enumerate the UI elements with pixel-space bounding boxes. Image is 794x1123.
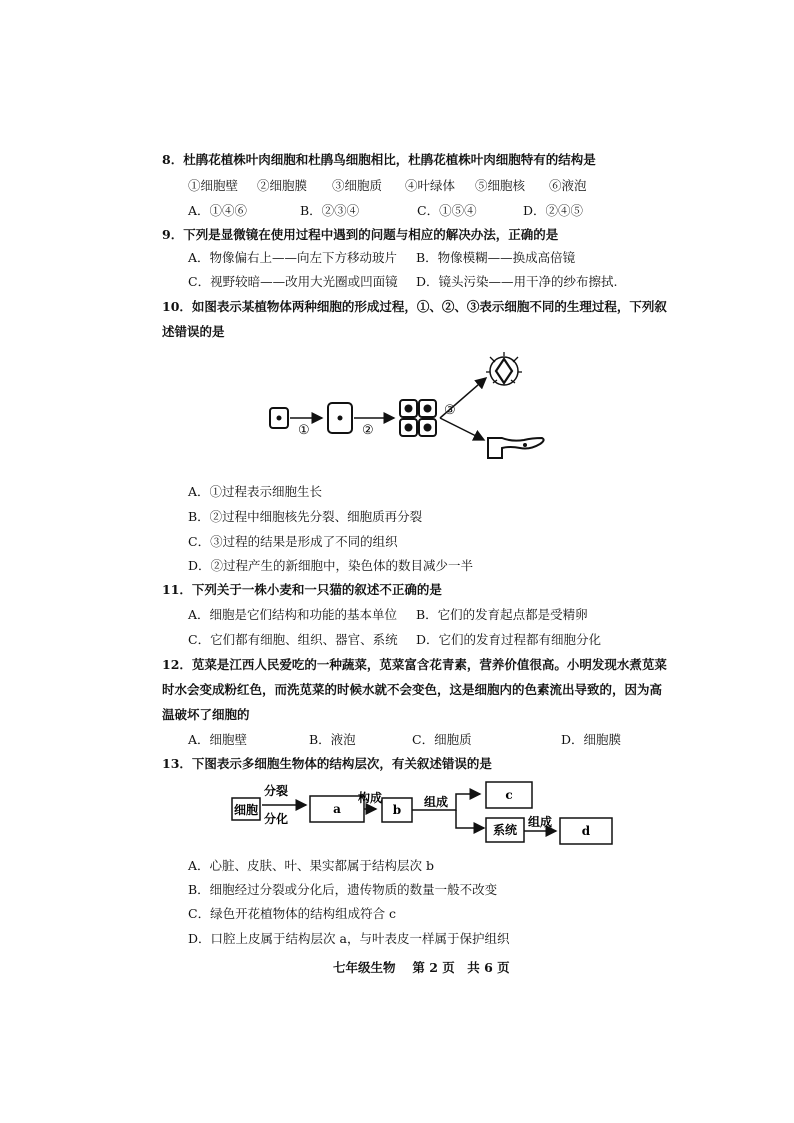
- q9-option-b: B．物像模糊——换成高倍镜: [416, 250, 576, 265]
- root-hair-cell-icon: [488, 438, 544, 458]
- q8-option-b: B．②③④: [300, 203, 360, 218]
- q12-option-b: B．液泡: [309, 732, 356, 747]
- q8-option-c: C．①⑤④: [417, 203, 477, 218]
- q9-stem: 9．下列是显微镜在使用过程中遇到的问题与相应的解决办法，正确的是: [162, 227, 559, 242]
- q10-option-b: B．②过程中细胞核先分裂、细胞质再分裂: [188, 509, 423, 524]
- q12-option-c: C．细胞质: [412, 732, 472, 747]
- level-system-label: 系统: [492, 823, 518, 837]
- cell-formation-diagram: [262, 352, 562, 472]
- q10-stem-line1: 10．如图表示某植物体两种细胞的形成过程，①、②、③表示细胞不同的生理过程，下列叙: [162, 299, 667, 314]
- arrow-3-down: [440, 418, 484, 440]
- q8-option-a: A．①④⑥: [188, 203, 248, 218]
- level-b-label: b: [392, 803, 402, 817]
- q13-option-c: C．绿色开花植物体的结构组成符合 c: [188, 906, 397, 921]
- q8-item-6: ⑥液泡: [549, 178, 587, 193]
- process-label-1: ①: [298, 423, 310, 438]
- process-label-2: ②: [362, 423, 374, 438]
- level-d-box: [560, 818, 612, 844]
- q11-option-c: C．它们都有细胞、组织、器官、系统: [188, 632, 398, 647]
- q8-stem: 8．杜鹃花植株叶肉细胞和杜鹃鸟细胞相比，杜鹃花植株叶肉细胞特有的结构是: [162, 152, 596, 167]
- q12-option-d: D．细胞膜: [561, 732, 622, 747]
- q8-item-4: ④叶绿体: [405, 178, 456, 193]
- differentiate-label: 分化: [263, 812, 289, 826]
- level-cell-box: [232, 798, 260, 820]
- small-cell-icon: [270, 408, 288, 428]
- level-a-label: a: [333, 802, 341, 816]
- split-label: 分裂: [263, 784, 289, 798]
- q11-option-d: D．它们的发育过程都有细胞分化: [416, 632, 602, 647]
- q8-option-d: D．②④⑤: [523, 203, 584, 218]
- q10-option-a: A．①过程表示细胞生长: [188, 484, 323, 499]
- q8-item-2: ②细胞膜: [257, 178, 308, 193]
- divided-cells-icon: [400, 400, 436, 436]
- q8-item-1: ①细胞壁: [188, 178, 239, 193]
- level-b-box: [382, 798, 412, 822]
- q13-option-d: D．口腔上皮属于结构层次 a，与叶表皮一样属于保护组织: [188, 931, 510, 946]
- q10-option-d: D．②过程产生的新细胞中，染色体的数目减少一半: [188, 558, 474, 573]
- q12-stem-line2: 时水会变成粉红色，而洗苋菜的时候水就不会变色，这是细胞内的色素流出导致的，因为高: [162, 682, 663, 697]
- q13-option-a: A．心脏、皮肤、叶、果实都属于结构层次 b: [188, 858, 435, 873]
- q12-stem-line3: 温破坏了细胞的: [162, 707, 250, 722]
- q8-item-3: ③细胞质: [332, 178, 383, 193]
- q10-option-c: C．③过程的结果是形成了不同的组织: [188, 534, 398, 549]
- arrow-3-up: [440, 378, 486, 418]
- level-c-box: [486, 782, 532, 808]
- level-c-label: c: [505, 788, 513, 802]
- compose-label-2: 组成: [424, 795, 449, 809]
- grown-cell-icon: [328, 403, 352, 433]
- q11-stem: 11．下列关于一株小麦和一只猫的叙述不正确的是: [162, 582, 442, 597]
- q10-stem-line2: 述错误的是: [162, 324, 225, 339]
- q9-option-a: A．物像偏右上——向左下方移动玻片: [188, 250, 398, 265]
- structure-levels-diagram: [228, 778, 614, 850]
- q9-option-d: D．镜头污染——用干净的纱布擦拭.: [416, 274, 618, 289]
- level-d-label: d: [581, 824, 591, 838]
- q11-option-a: A．细胞是它们结构和功能的基本单位: [188, 607, 398, 622]
- q11-option-b: B．它们的发育起点都是受精卵: [416, 607, 588, 622]
- q9-option-c: C．视野较暗——改用大光圈或凹面镜: [188, 274, 398, 289]
- level-cell-label: 细胞: [233, 803, 259, 817]
- process-label-3: ③: [444, 403, 456, 418]
- q8-item-5: ⑤细胞核: [475, 178, 526, 193]
- q12-stem-line1: 12．苋菜是江西人民爱吃的一种蔬菜，苋菜富含花青素，营养价值很高。小明发现水煮苋菜: [162, 657, 667, 672]
- compose-label-3: 组成: [528, 815, 553, 829]
- q13-option-b: B．细胞经过分裂或分化后，遗传物质的数量一般不改变: [188, 882, 498, 897]
- compose-label-1: 构成: [358, 791, 383, 805]
- q12-option-a: A．细胞壁: [188, 732, 248, 747]
- arrow-b-to-system: [456, 810, 484, 828]
- level-a-box: [310, 796, 364, 822]
- specialized-cell-top-icon: [486, 352, 522, 385]
- level-system-box: [486, 818, 524, 842]
- q13-stem: 13．下图表示多细胞生物体的结构层次，有关叙述错误的是: [162, 756, 492, 771]
- page-footer: 七年级生物 第 2 页 共 6 页: [333, 960, 510, 975]
